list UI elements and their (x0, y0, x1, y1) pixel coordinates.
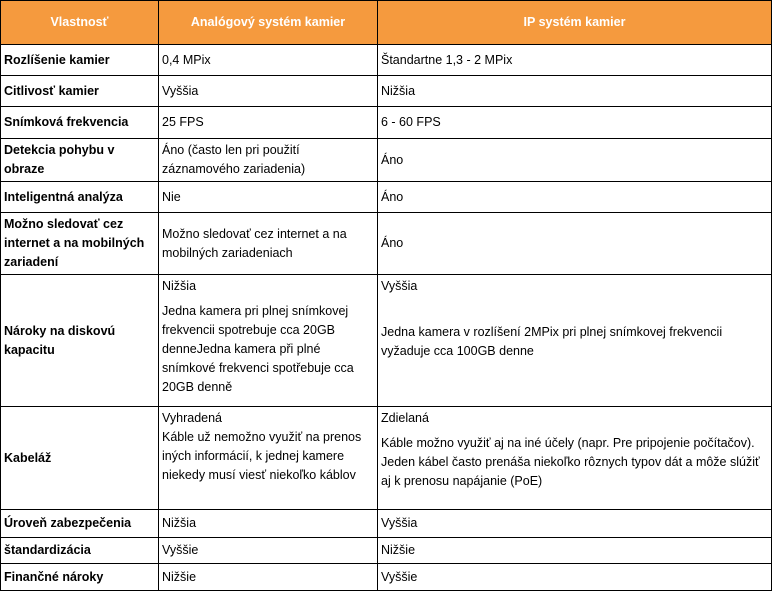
ip-value: Áno (378, 213, 772, 275)
row-label: Inteligentná analýza (1, 182, 159, 213)
ip-detail: Jedna kamera v rozlíšení 2MPix pri plnej snímkovej frekvencii vyžaduje cca 100GB denne (381, 325, 723, 358)
table-row (1, 139, 772, 182)
header-row (1, 1, 772, 45)
table-row (1, 76, 772, 107)
ip-value: 6 - 60 FPS (378, 107, 772, 139)
table-row (1, 510, 772, 538)
ip-value: Áno (378, 182, 772, 213)
analog-detail: Jedna kamera pri plnej snímkovej frekvencii spotrebuje cca 20GB denneJedna kamera při plné snímkové frekvenci spotřebuje cca 20GB denně (162, 304, 354, 394)
analog-value: Nižšia (159, 510, 378, 538)
analog-title: Vyhradená (162, 411, 222, 425)
analog-value (159, 275, 378, 407)
row-label: Snímková frekvencia (1, 107, 159, 139)
table-row (1, 213, 772, 275)
ip-value (378, 275, 772, 407)
ip-value (378, 407, 772, 510)
table-row (1, 275, 772, 407)
ip-title: Zdielaná (381, 411, 429, 425)
header-ip: IP systém kamier (378, 1, 772, 45)
header-property: Vlastnosť (1, 1, 159, 45)
table-row (1, 182, 772, 213)
analog-value: Možno sledovať cez internet a na mobilných zariadeniach (159, 213, 378, 275)
ip-value: Vyššie (378, 564, 772, 591)
header-analog: Analógový systém kamier (159, 1, 378, 45)
table-row (1, 538, 772, 564)
table-row (1, 107, 772, 139)
analog-value: Áno (často len pri použití záznamového zariadenia) (159, 139, 378, 182)
ip-value: Nižšia (378, 76, 772, 107)
analog-value (159, 407, 378, 510)
row-label: Rozlíšenie kamier (1, 45, 159, 76)
ip-value: Vyššia (378, 510, 772, 538)
analog-detail: Káble už nemožno využiť na prenos iných informácií, k jednej kamere niekedy musí viesť niekoľko káblov (162, 430, 362, 482)
row-label: Finančné nároky (1, 564, 159, 591)
row-label: štandardizácia (1, 538, 159, 564)
analog-value: Nie (159, 182, 378, 213)
row-label: Nároky na diskovú kapacitu (1, 275, 159, 407)
analog-value: 0,4 MPix (159, 45, 378, 76)
row-label: Citlivosť kamier (1, 76, 159, 107)
analog-value: 25 FPS (159, 107, 378, 139)
table-row (1, 564, 772, 591)
table-row (1, 45, 772, 76)
table-row (1, 407, 772, 510)
ip-value: Nižšie (378, 538, 772, 564)
row-label: Možno sledovať cez internet a na mobilných zariadení (1, 213, 159, 275)
ip-value: Áno (378, 139, 772, 182)
analog-value: Vyššie (159, 538, 378, 564)
ip-value: Štandartne 1,3 - 2 MPix (378, 45, 772, 76)
row-label: Úroveň zabezpečenia (1, 510, 159, 538)
row-label: Kabeláž (1, 407, 159, 510)
ip-title: Vyššia (381, 279, 418, 293)
ip-detail: Káble možno využiť aj na iné účely (napr. Pre pripojenie počítačov). Jeden kábel často prenáša niekoľko rôznych typov dát a môže slúžiť aj k prenosu napájanie (PoE) (381, 436, 760, 488)
row-label: Detekcia pohybu v obraze (1, 139, 159, 182)
analog-title: Nižšia (162, 279, 197, 293)
analog-value: Vyššia (159, 76, 378, 107)
analog-value: Nižšie (159, 564, 378, 591)
